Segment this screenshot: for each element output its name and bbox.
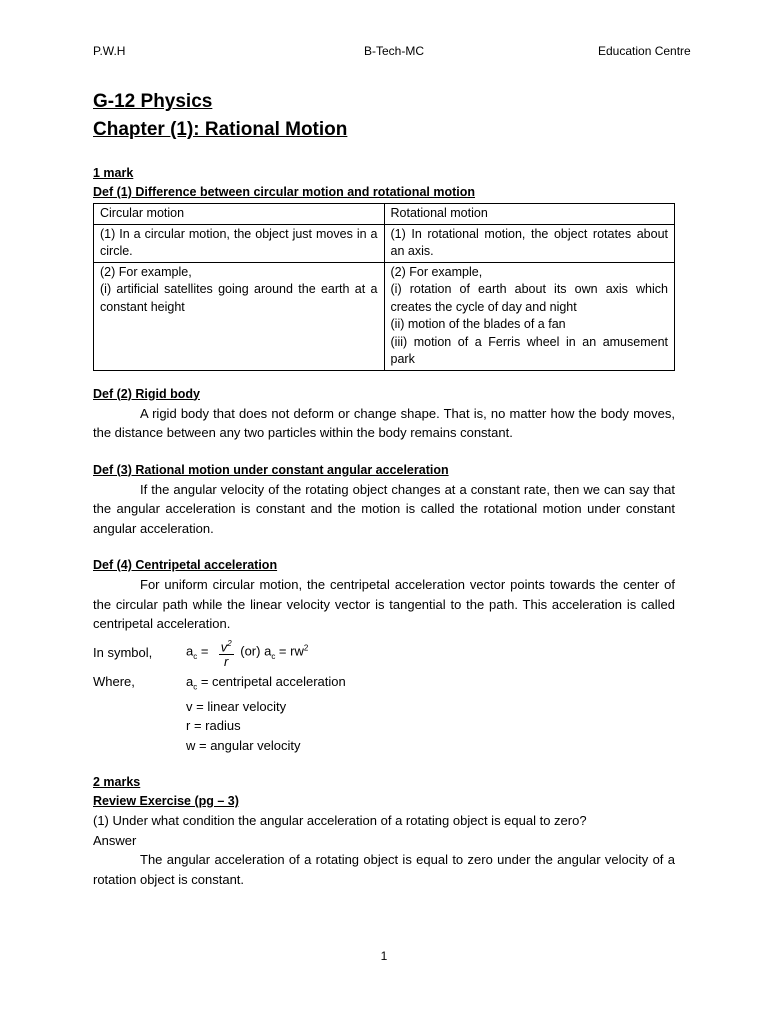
where-item: r = radius — [186, 718, 241, 734]
where-list — [93, 672, 675, 756]
formula-rhs-sup: 2 — [303, 643, 309, 653]
cell-line: (iii) motion of a Ferris wheel in an amusement park — [390, 334, 668, 366]
table-cell: (1) In rotational motion, the object rotates about an axis. — [384, 224, 675, 262]
def2-text: A rigid body that does not deform or change shape. That is, no matter how the body moves, the distance between any two particles within the body remains constant. — [93, 405, 675, 440]
answer-text: The angular acceleration of a rotating object is equal to zero under the angular velocity of a rotation object is constant. — [93, 852, 675, 887]
cell-line: (2) For example, — [100, 264, 192, 279]
marks-label-2: 2 marks — [93, 775, 141, 790]
table-cell: (1) In a circular motion, the object just moves in a circle. — [94, 224, 385, 262]
table-cell — [384, 262, 675, 370]
cell-line: (i) artificial satellites going around the earth at a constant height — [100, 282, 378, 314]
formula — [186, 637, 308, 667]
def2-heading: Def (2) Rigid body — [93, 386, 200, 401]
table-header-cell: Rotational motion — [384, 204, 675, 225]
cell-line: (i) rotation of earth about its own axis which creates the cycle of day and night — [390, 282, 668, 314]
cell-line: (2) For example, — [390, 264, 483, 279]
fraction-numerator: $v^2$ — [220, 639, 232, 655]
def3-text: If the angular velocity of the rotating object changes at a constant rate, then we can say that the angular acceleration is constant and the motion is called the rotational motion under constant angular acceleration. — [93, 481, 675, 536]
header-left: P.W.H — [93, 44, 126, 58]
header-center: B-Tech-MC — [364, 44, 425, 58]
page-number: 1 — [380, 949, 388, 963]
formula-lhs: a — [186, 643, 194, 659]
table-cell — [94, 262, 385, 370]
symbol-formula — [93, 634, 675, 672]
def4-heading: Def (4) Centripetal acceleration — [93, 558, 278, 572]
formula-fraction — [219, 637, 234, 667]
answer-label: Answer — [93, 832, 137, 848]
header-right: Education Centre — [598, 44, 691, 58]
marks-label-1: 1 mark — [93, 166, 134, 180]
where-item: Where, $a_c$ = centripetal acceleration — [93, 672, 675, 697]
document-title: G-12 Physics — [93, 91, 213, 112]
chapter-title: Chapter (1): Rational Motion — [93, 119, 348, 140]
formula-rhs: = rw — [275, 643, 304, 659]
table-row — [94, 262, 675, 370]
review-heading: Review Exercise (pg – 3) — [93, 794, 239, 809]
fraction-denominator: r — [223, 653, 229, 669]
question-text: (1) Under what condition the angular acceleration of a rotating object is equal to zero? — [93, 813, 587, 829]
where-item: w = angular velocity — [186, 737, 301, 753]
def1-heading: Def (1) Difference between circular motion and rotational motion — [93, 185, 475, 199]
document-body — [93, 88, 675, 889]
formula-eq: = — [197, 643, 213, 659]
where-item: v = linear velocity — [186, 698, 287, 714]
formula-mid-sub: c — [271, 652, 276, 662]
formula-mid: (or) a — [236, 643, 272, 659]
cell-line: (ii) motion of the blades of a fan — [390, 317, 566, 331]
where-label: Where, — [93, 673, 135, 689]
symbol-label: In symbol, — [93, 645, 153, 660]
def4-text: For uniform circular motion, the centripetal acceleration vector points towards the center of the circular path while the linear velocity vector is tangential to the path. This acceleration is called centripetal acceleration. — [93, 577, 675, 631]
table-row — [94, 224, 675, 262]
table-header-cell: Circular motion — [94, 204, 385, 225]
formula-sub: c — [193, 652, 198, 662]
comparison-table — [93, 203, 675, 371]
def3-heading: Def (3) Rational motion under constant angular acceleration — [93, 462, 449, 477]
table-header-row — [94, 204, 675, 225]
